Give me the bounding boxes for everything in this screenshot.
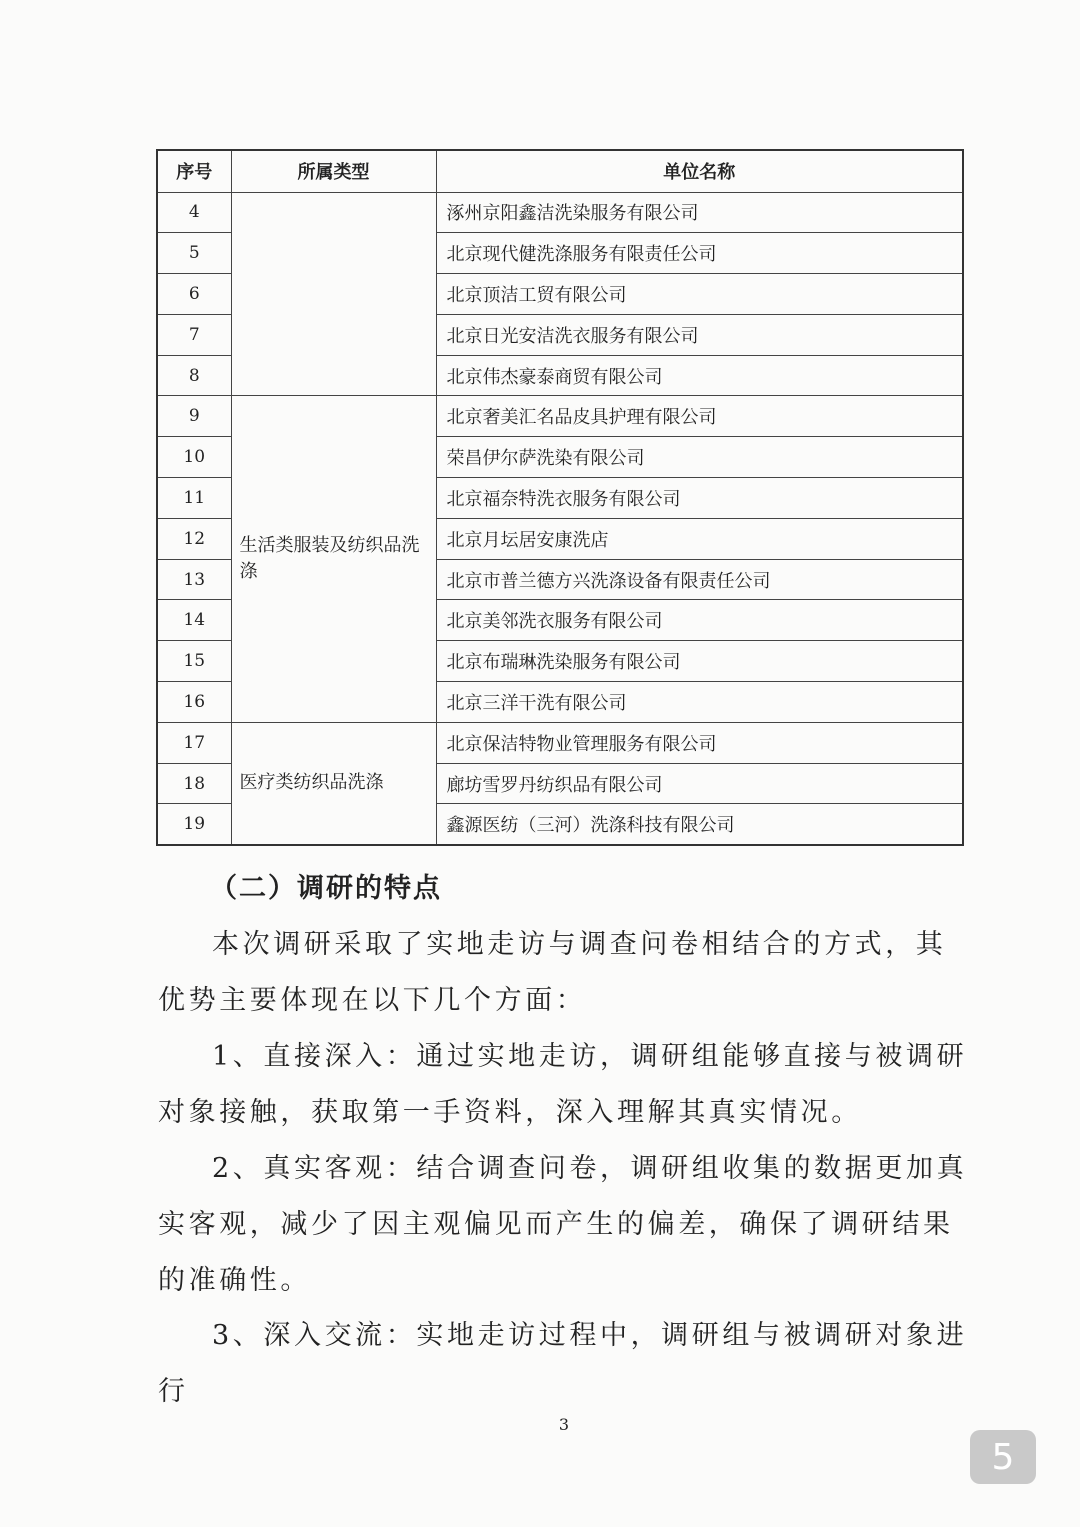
category-cell — [231, 192, 436, 396]
paragraph-text: 1、直接深入：通过实地走访，调研组能够直接与被调研对象接触，获取第一手资料，深入理解其真实情况。 — [158, 1041, 968, 1128]
unit-name-cell: 荣昌伊尔萨洗染有限公司 — [436, 437, 963, 478]
unit-name-cell: 北京三洋干洗有限公司 — [436, 682, 963, 723]
unit-name-cell: 北京美邻洗衣服务有限公司 — [436, 600, 963, 641]
unit-name-cell: 北京市普兰德方兴洗涤设备有限责任公司 — [436, 559, 963, 600]
paragraph-point-3 — [158, 1308, 968, 1420]
paragraph-intro — [158, 917, 968, 1029]
serial-cell: 4 — [157, 192, 231, 233]
header-category: 所属类型 — [231, 150, 436, 192]
paragraph-text: 2、真实客观：结合调查问卷，调研组收集的数据更加真实客观，减少了因主观偏见而产生的偏差，确保了调研结果的准确性。 — [158, 1153, 968, 1296]
page-badge: 5 — [970, 1430, 1036, 1484]
serial-cell: 13 — [157, 559, 231, 600]
unit-name-cell: 北京顶洁工贸有限公司 — [436, 274, 963, 315]
serial-cell: 11 — [157, 478, 231, 519]
unit-name-cell: 鑫源医纺（三河）洗涤科技有限公司 — [436, 804, 963, 845]
serial-cell: 8 — [157, 355, 231, 396]
category-cell: 生活类服装及纺织品洗涤 — [231, 396, 436, 722]
unit-name-cell: 北京福奈特洗衣服务有限公司 — [436, 478, 963, 519]
unit-name-cell: 北京奢美汇名品皮具护理有限公司 — [436, 396, 963, 437]
table-row — [157, 722, 963, 763]
unit-name-cell: 北京日光安洁洗衣服务有限公司 — [436, 314, 963, 355]
serial-cell: 19 — [157, 804, 231, 845]
unit-name-cell: 北京伟杰豪泰商贸有限公司 — [436, 355, 963, 396]
serial-cell: 12 — [157, 518, 231, 559]
paragraph-point-2 — [158, 1141, 968, 1309]
serial-cell: 6 — [157, 274, 231, 315]
serial-cell: 9 — [157, 396, 231, 437]
enterprise-table — [156, 149, 964, 846]
unit-name-cell: 涿州京阳鑫洁洗染服务有限公司 — [436, 192, 963, 233]
serial-cell: 18 — [157, 763, 231, 804]
serial-cell: 14 — [157, 600, 231, 641]
header-serial: 序号 — [157, 150, 231, 192]
unit-name-cell: 廊坊雪罗丹纺织品有限公司 — [436, 763, 963, 804]
unit-name-cell: 北京布瑞琳洗染服务有限公司 — [436, 641, 963, 682]
table-body — [157, 192, 963, 845]
unit-name-cell: 北京月坛居安康洗店 — [436, 518, 963, 559]
serial-cell: 16 — [157, 682, 231, 723]
paragraph-text: 3、深入交流：实地走访过程中，调研组与被调研对象进行 — [158, 1320, 968, 1407]
paragraph-text: 本次调研采取了实地走访与调查问卷相结合的方式，其优势主要体现在以下几个方面： — [158, 929, 947, 1016]
serial-cell: 10 — [157, 437, 231, 478]
paragraph-point-1 — [158, 1029, 968, 1141]
serial-cell: 17 — [157, 722, 231, 763]
category-cell: 医疗类纺织品洗涤 — [231, 722, 436, 844]
section-heading: （二）调研的特点 — [210, 873, 442, 904]
serial-cell: 7 — [157, 314, 231, 355]
serial-cell: 5 — [157, 233, 231, 274]
table-header-row — [157, 150, 963, 192]
table-row — [157, 192, 963, 233]
unit-name-cell: 北京保洁特物业管理服务有限公司 — [436, 722, 963, 763]
serial-cell: 15 — [157, 641, 231, 682]
header-unit-name: 单位名称 — [436, 150, 963, 192]
table-row — [157, 396, 963, 437]
unit-name-cell: 北京现代健洗涤服务有限责任公司 — [436, 233, 963, 274]
page-number: 3 — [558, 1415, 570, 1434]
